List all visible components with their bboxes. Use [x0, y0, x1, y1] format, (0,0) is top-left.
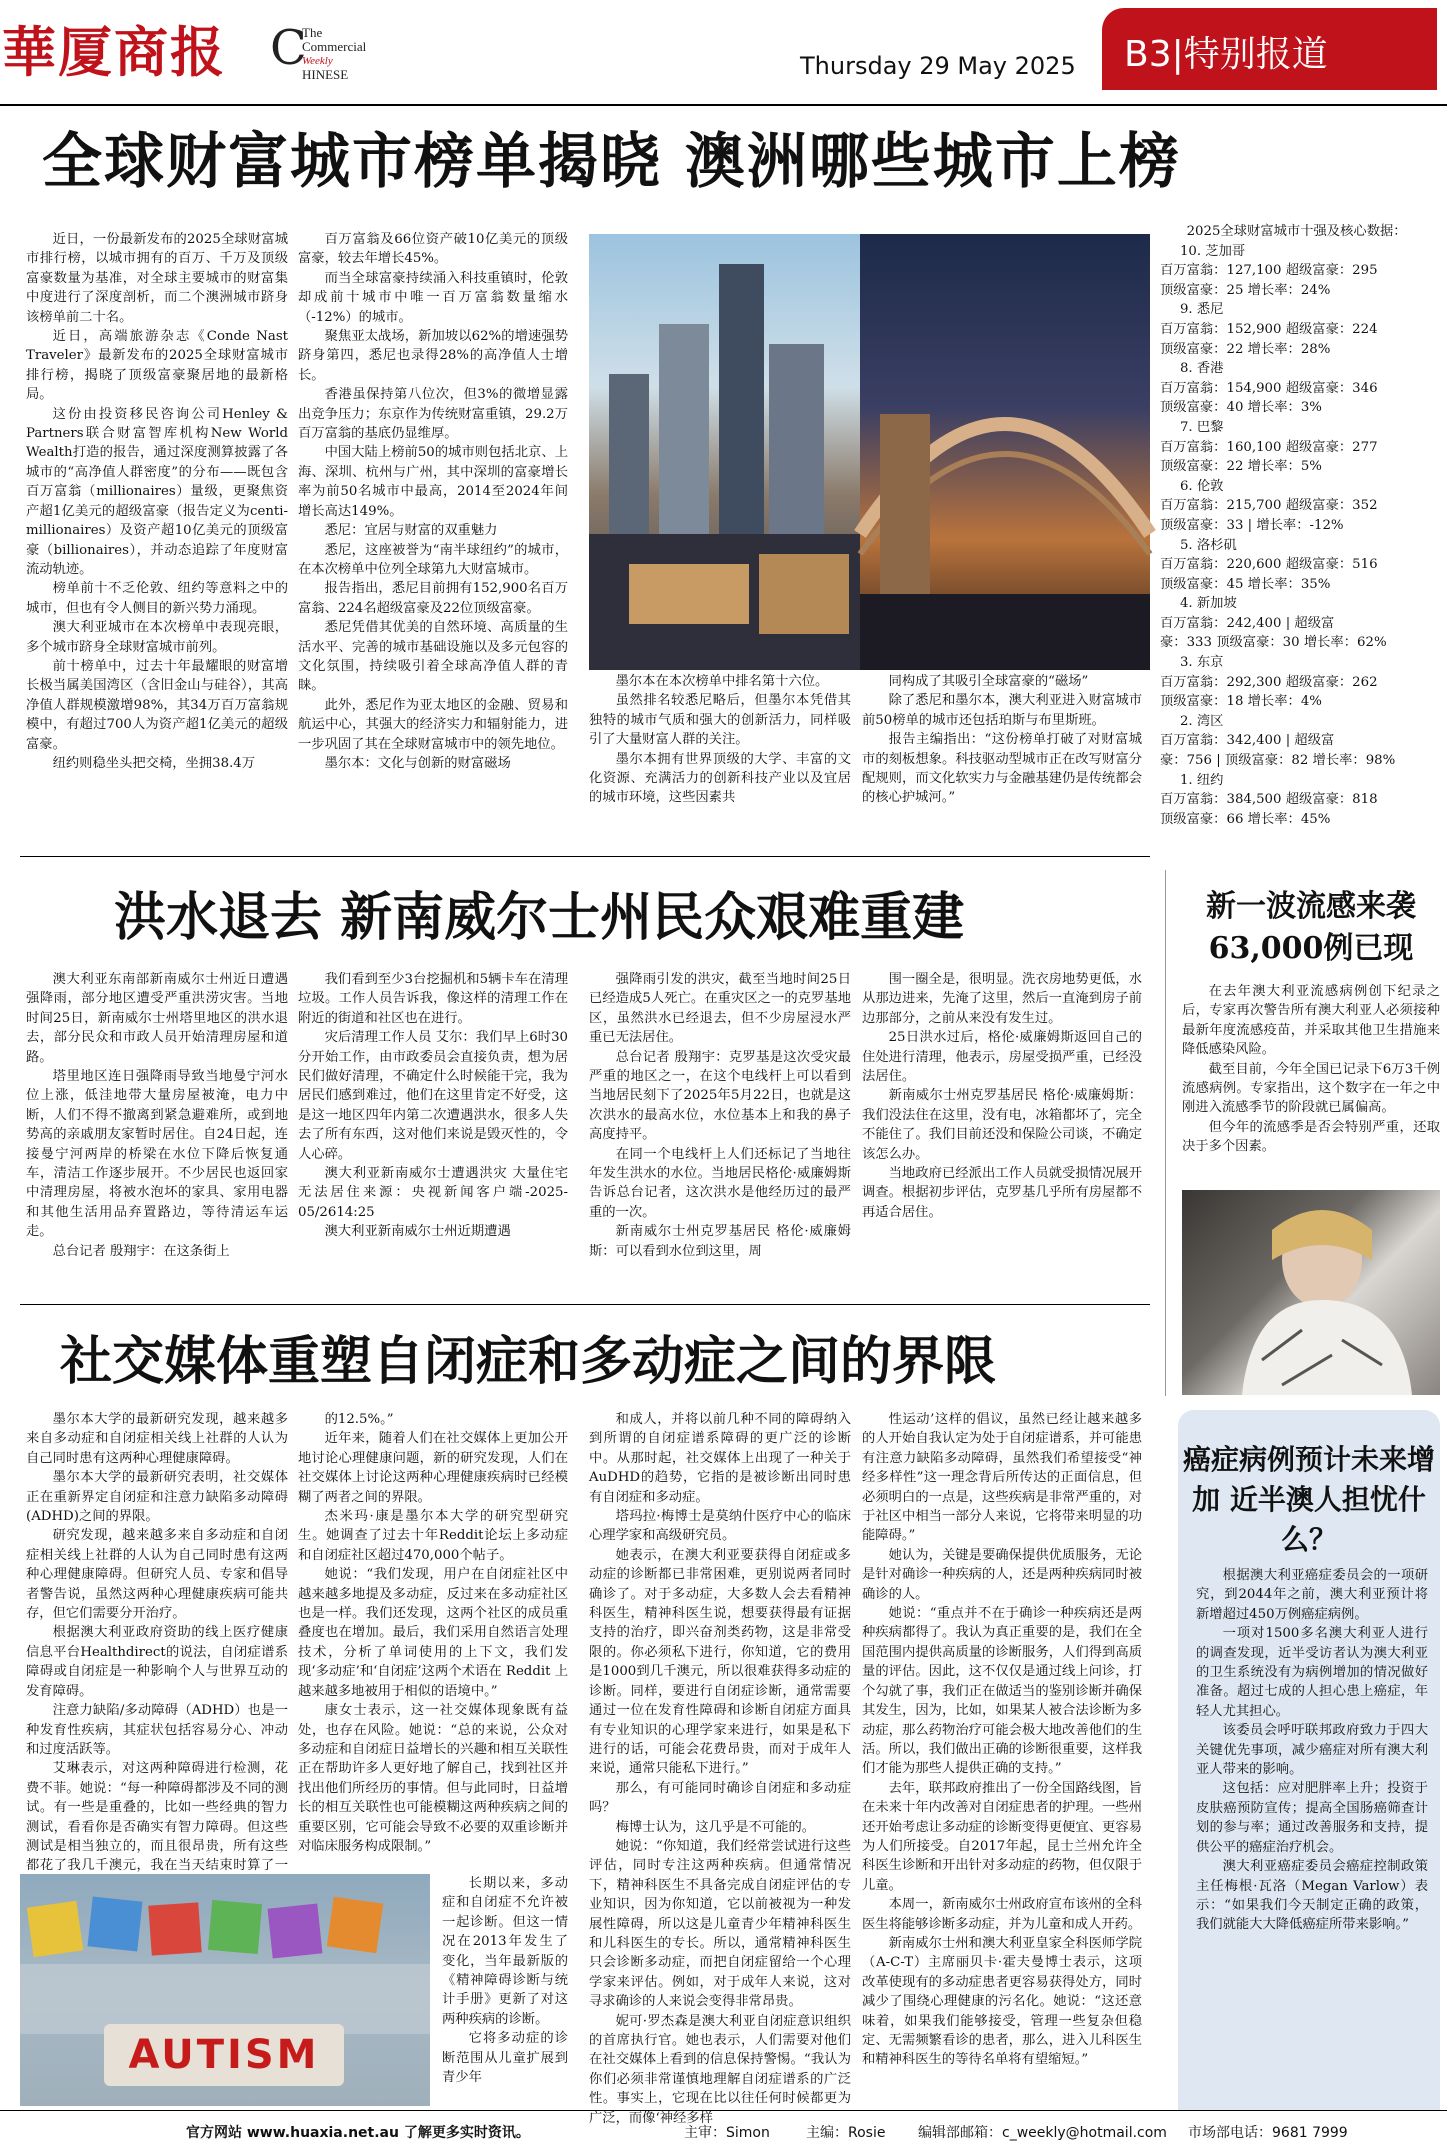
ranking-line: 顶级富豪：22 增长率：28%: [1160, 341, 1331, 357]
paragraph: 澳大利亚城市在本次榜单中表现亮眼，多个城市跻身全球财富城市前列。: [26, 620, 288, 655]
article1-headline: 全球财富城市榜单揭晓 澳洲哪些城市上榜: [42, 127, 1181, 197]
paragraph: 悉尼，这座被誉为“南半球纽约”的城市，在本次榜单中位列全球第九大财富城市。: [298, 542, 568, 577]
paragraph: 梅博士认为，这几乎是不可能的。: [615, 1819, 816, 1835]
paragraph: 总台记者 殷翔宇：克罗基是这次受灾最严重的地区之一，在这个电线杆上可以看到当地居民刻下了2025年5月22日，也就是这次洪水的最高水位，水位基本上和我的鼻子高度持平。: [589, 1049, 851, 1143]
paragraph: 在同一个电线杆上人们还标记了当地往年发生洪水的水位。当地居民格伦·威廉姆斯告诉总台记者，这次洪水是他经历过的最严重的一次。: [589, 1146, 851, 1220]
paragraph: 墨尔本在本次榜单中排名第十六位。: [615, 674, 829, 689]
article1-col3: [589, 672, 851, 842]
paragraph: 澳大利亚癌症委员会癌症控制政策主任梅根·瓦洛（Megan Varlow）表示：“如果我们今天制定正确的政策，我们就能大大降低癌症所带来影响。”: [1196, 1859, 1428, 1933]
brand-logo-en: The Commercial Weekly HINESE: [302, 25, 367, 82]
paragraph: 前十榜单中，过去十年最耀眼的财富增长极当属美国湾区（含旧金山与硅谷），其高净值人群规模激增98%，其34万百万富翁规模中，有超过700人为资产超1亿美元的超级富豪。: [26, 658, 288, 752]
paragraph: 塔玛拉·梅博士是莫纳什医疗中心的临床心理学家和高级研究员。: [589, 1509, 851, 1544]
brand-logo-c: C: [270, 20, 307, 76]
paragraph: 研究发现，越来越多来自多动症和自闭症相关线上社群的人认为自己同时患有这两种心理健康障碍。但研究人员、专家和倡导者警告说，虽然这两种心理健康疾病可能共存，但它们需要分开治疗。: [26, 1528, 288, 1622]
paragraph: 澳大利亚东南部新南威尔士州近日遭遇强降雨，部分地区遭受严重洪涝灾害。当地时间25日，新南威尔士州塔里地区的洪水退去，部分民众和市政人员开始清理房屋和道路。: [26, 972, 288, 1065]
ranking-line: 百万富翁：215,700 超级富豪：352: [1160, 498, 1378, 514]
paragraph: 近年来，随着人们在社交媒体上更加公开地讨论心理健康问题，新的研究发现，人们在社交媒体上讨论这两种心理健康疾病时已经模糊了两者之间的界限。: [298, 1431, 568, 1505]
paragraph: 新南威尔士州克罗基居民 格伦·威廉姆斯：我们没法住在这里，没有电，冰箱都坏了，完全不能住了。我们目前还没和保险公司谈，不确定该怎么办。: [862, 1088, 1142, 1162]
section-label: B3|特别报道: [1124, 34, 1328, 75]
footer-editor: 主审：Simon: [684, 2125, 770, 2141]
ranking-line: 顶级富豪：25 增长率：24%: [1160, 282, 1331, 298]
ranking-line: 百万富翁：384,500 超级富豪：818: [1160, 792, 1378, 808]
flu-illustration: [1182, 1190, 1440, 1395]
article2-col2: [298, 970, 568, 1290]
footer-website: 官方网站 www.huaxia.net.au 了解更多实时资讯。: [186, 2125, 530, 2141]
photo-sydney-harbour-bridge: [860, 234, 1150, 670]
ranking-line: 3. 东京: [1179, 655, 1224, 671]
paragraph: 近日，一份最新发布的2025全球财富城市排行榜，以城市拥有的百万、千万及顶级富豪数量为基准，对全球主要城市的财富集中度进行了深度剖析，而二个澳洲城市跻身该榜单前二十名。: [26, 232, 288, 325]
paragraph: 她认为，关键是要确保提供优质服务，无论是针对确诊一种疾病的人，还是两种疾病同时被确诊的人。: [862, 1547, 1142, 1602]
autism-blocks-word: AUTISM: [104, 2024, 344, 2086]
paragraph: 当地政府已经派出工作人员就受损情况展开调查。根据初步评估，克罗基几乎所有房屋都不再适合居住。: [862, 1166, 1142, 1220]
paragraph: 妮可·罗杰森是澳大利亚自闭症意识组织的首席执行官。她也表示，人们需要对他们在社交媒体上看到的信息保持警惕。“我认为你们必须非常谨慎地理解自闭症谱系的广泛性。事实上，它现在比以往任何时候都更为广泛，而像‘神经多样: [589, 2013, 851, 2126]
paragraph: 墨尔本大学的最新研究发现，越来越多来自多动症和自闭症相关线上社群的人认为自己同时患有这两种心理健康障碍。: [26, 1412, 288, 1466]
issue-date: Thursday 29 May 2025: [800, 52, 1076, 80]
ranking-line: 百万富翁：160,100 超级富豪：277: [1160, 439, 1378, 455]
photo-city-skyline: [589, 234, 860, 670]
side1-body: [1182, 982, 1440, 1182]
masthead-rule: [0, 104, 1447, 106]
footer: [0, 2112, 1447, 2150]
article3-col3: [589, 1410, 851, 2126]
ranking-title: 2025全球财富城市十强及核心数据：: [1186, 224, 1407, 239]
paragraph: 而当全球富豪持续涌入科技重镇时，伦敦却成前十城市中唯一百万富翁数量缩水（-12%）的城市。: [298, 270, 568, 325]
ranking-line: 豪：333 顶级富豪：30 增长率：62%: [1160, 635, 1387, 651]
paragraph: 注意力缺陷/多动障碍（ADHD）也是一种发育性疾病，其症状包括容易分心、冲动和过度活跃等。: [26, 1703, 288, 1757]
ranking-line: 6. 伦敦: [1179, 478, 1224, 494]
paragraph: 悉尼：宜居与财富的双重魅力: [324, 523, 498, 539]
ranking-line: 5. 洛杉矶: [1179, 537, 1237, 553]
article3-headline: 社交媒体重塑自闭症和多动症之间的界限: [60, 1331, 997, 1392]
ranking-line: 百万富翁：242,400 | 超级富: [1160, 615, 1335, 631]
paragraph: 和成人，并将以前几种不同的障碍纳入到所谓的自闭症谱系障碍的更广泛的诊断中。从那时起，社交媒体上出现了一种关于AuDHD的趋势，它指的是被诊断出同时患有自闭症和多动症。: [589, 1412, 851, 1505]
paragraph: 墨尔本拥有世界顶级的大学、丰富的文化资源、充满活力的创新科技产业以及宜居的城市环境，这些因素共: [589, 751, 851, 806]
paragraph: 新南威尔士州和澳大利亚皇家全科医师学院（A-C-T）主席丽贝卡·霍夫曼博士表示，这项改革使现有的多动症患者更容易获得处方，同时减少了围绕心理健康的污名化。她说：“这还意味着，如果我们能够接受，管理一些复杂但稳定、无需频繁看诊的患者，那么，进入儿科医生和精神科医生的等待名单将有望缩短。”: [862, 1935, 1142, 2068]
side1-headline-1: 新一波流感来袭: [1206, 889, 1416, 924]
paragraph: 墨尔本大学的最新研究表明，社交媒体正在重新界定自闭症和注意力缺陷多动障碍(ADHD)之间的界限。: [26, 1470, 288, 1525]
paragraph: 澳大利亚新南威尔士遭遇洪灾 大量住宅无法居住来源：央视新闻客户端-2025-05/2614:25: [298, 1166, 568, 1220]
paragraph: 纽约则稳坐头把交椅，坐拥38.4万: [52, 755, 256, 771]
paragraph: 她说：“我们发现，用户在自闭症社区中越来越多地提及多动症，反过来在多动症社区也是一样。我们还发现，这两个社区的成员重叠度也在增加。最后，我们采用自然语言处理技术，分析了单词使用的上下文，我们发现‘多动症’和‘自闭症’这两个术语在 Reddit 上越来越多地被用于相似的语境中。”: [298, 1567, 568, 1699]
article1-col1: [26, 230, 288, 842]
ranking-line: 10. 芝加哥: [1179, 243, 1246, 259]
paragraph: 总台记者 殷翔宇：在这条街上: [52, 1243, 230, 1259]
article3-col4: [862, 1410, 1142, 2110]
paragraph: 25日洪水过后，格伦·威廉姆斯返回自己的住处进行清理，他表示，房屋受损严重，已经没法居住。: [862, 1030, 1142, 1085]
photo-flu-patient: [1182, 1190, 1440, 1395]
paragraph: 这份由投资移民咨询公司Henley & Partners联合财富智库机构New World Wealth打造的报告，通过深度测算披露了各城市的“高净值人群密度”的分布——既包含百万富翁（millionaires）量级，更聚焦资产超1亿美元的超级富豪（报告定义为centi-millionaires）及资产超10亿美元的顶级富豪（billionaires），并动态追踪了年度财富流动轨迹。: [26, 406, 288, 577]
ranking-line: 顶级富豪：40 增长率：3%: [1160, 400, 1322, 416]
article2-col4: [862, 970, 1142, 1290]
footer-email: 编辑部邮箱：c_weekly@hotmail.com: [918, 2125, 1167, 2141]
paragraph: 这包括：应对肥胖率上升；投资于皮肤癌预防宣传；提高全国肠癌筛查计划的参与率；通过改善服务和支持，提供公平的癌症治疗机会。: [1196, 1781, 1428, 1855]
paragraph: 艾琳表示，对这两种障碍进行检测，花费不菲。她说：“每一种障碍都涉及不同的测试。有一些是重叠的，比如一些经典的智力测试，看看你是否确实有智力障碍。但这些测试是相当独立的，而且很昂贵，所有这些都花了我几千澳元，我在当天结束时算了一: [26, 1761, 288, 1874]
article3-col2: [298, 1410, 568, 1870]
paragraph: 一项对1500多名澳大利亚人进行的调查发现，近半受访者认为澳大利亚的卫生系统没有为病例增加的情况做好准备。超过七成的人担心患上癌症，年轻人尤其担心。: [1196, 1626, 1428, 1719]
paragraph: 灾后清理工作人员 艾尔：我们早上6时30分开始工作，由市政委员会直接负责，想为居民们做好清理，不确定什么时候能干完，我为居民们感到难过，他们在这里肯定不好受，这是这一地区四年内第二次遭遇洪水，很多人失去了所有东西，这对他们来说是毁灭性的，令人心碎。: [298, 1030, 568, 1162]
ranking-line: 7. 巴黎: [1179, 419, 1224, 435]
paragraph: 澳大利亚新南威尔士州近期遭遇: [324, 1224, 511, 1240]
side1-headline-2: 63,000例已现: [1208, 931, 1414, 966]
paragraph: 长期以来，多动症和自闭症不允许被一起诊断。但这一情况在2013年发生了变化，当年最新版的《精神障碍诊断与统计手册》更新了对这两种疾病的诊断。: [442, 1876, 568, 2027]
ranking-line: 百万富翁：127,100 超级富豪：295: [1160, 263, 1378, 279]
paragraph: 该委员会呼吁联邦政府致力于四大关键优先事项，减少癌症对所有澳大利亚人带来的影响。: [1196, 1723, 1428, 1778]
ranking-line: 顶级富豪：66 增长率：45%: [1160, 811, 1331, 827]
paragraph: 她说：“你知道，我们经常尝试进行这些评估，同时专注这两种疾病。但通常情况下，精神科医生不具备完成自闭症评估的专业知识，因为你知道，它以前被视为一种发展性障碍，所以这是儿童青少年精神科医生和儿科医生的专长。所以，通常精神科医生只会诊断多动症，而把自闭症留给一个心理学家来评估。例如，对于成年人来说，这对寻求确诊的人来说会变得非常昂贵。: [589, 1838, 851, 2010]
paragraph: 围一圈全是，很明显。洗衣房地势更低，水从那边进来，先淹了这里，然后一直淹到房子前边那部分，之前从来没有发生过。: [862, 972, 1142, 1026]
paragraph: 它将多动症的诊断范围从儿童扩展到青少年: [442, 2031, 568, 2086]
paragraph: 去年，联邦政府推出了一份全国路线图，旨在未来十年内改善对自闭症患者的护理。一些州还开始考虑让多动症的诊断变得更便宜、更容易为人们所接受。自2017年起，昆士兰州允许全科医生诊断和开出针对多动症的药物，但仅限于儿童。: [862, 1780, 1142, 1893]
section-banner: [1102, 8, 1437, 90]
paragraph: 报告主编指出：“这份榜单打破了对财富城市的刻板想象。科技驱动型城市正在改写财富分配规则，而文化软实力与金融基建仍是传统都会的核心护城河。”: [862, 732, 1142, 806]
brand-logo-cn: 華厦商报: [2, 20, 226, 84]
ranking-line: 百万富翁：342,400 | 超级富: [1160, 733, 1335, 749]
article2-col3: [589, 970, 851, 1290]
paragraph: 康女士表示，这一社交媒体现象既有益处，也存在风险。她说：“总的来说，公众对多动症和自闭症日益增长的兴趣和相互关联性正在帮助许多人更好地了解自己，找到社区并找出他们所经历的事情。但与此同时，日益增长的相互关联性也可能模糊这两种疾病之间的重要区别，它可能会导致不必要的双重诊断并对临床服务构成限制。”: [298, 1703, 568, 1854]
paragraph: 根据澳大利亚政府资助的线上医疗健康信息平台Healthdirect的说法，自闭症谱系障碍或自闭症是一种影响个人与世界互动的发育障碍。: [26, 1625, 288, 1699]
footer-chief-editor: 主编：Rosie: [806, 2125, 886, 2141]
ranking-line: 顶级富豪：18 增长率：4%: [1160, 694, 1322, 710]
paragraph: 百万富翁及66位资产破10亿美元的顶级富豪，较去年增长45%。: [298, 232, 568, 267]
paragraph: 虽然排名较悉尼略后，但墨尔本凭借其独特的城市气质和强大的创新活力，同样吸引了大量财富人群的关注。: [589, 693, 851, 748]
side-divider: [1165, 870, 1166, 1396]
ranking-line: 4. 新加坡: [1179, 596, 1237, 612]
paragraph: 根据澳大利亚癌症委员会的一项研究，到2044年之前，澳大利亚预计将新增超过450万例癌症病例。: [1196, 1568, 1428, 1622]
paragraph: 墨尔本：文化与创新的财富磁场: [324, 755, 511, 771]
paragraph: 在去年澳大利亚流感病例创下纪录之后，专家再次警告所有澳大利亚人必须接种最新年度流感疫苗，并采取其他卫生措施来降低感染风险。: [1182, 984, 1440, 1058]
ranking-line: 8. 香港: [1179, 361, 1224, 377]
paragraph: 强降雨引发的洪灾，截至当地时间25日已经造成5人死亡。在重灾区之一的克罗基地区，虽然洪水已经退去，但不少房屋浸水严重已无法居住。: [589, 972, 851, 1046]
paragraph: 的12.5%。”: [324, 1412, 394, 1427]
paragraph: 本周一，新南威尔士州政府宣布该州的全科医生将能够诊断多动症，并为儿童和成人开药。: [862, 1897, 1142, 1932]
paragraph: 性运动’这样的倡议，虽然已经让越来越多的人开始自我认定为处于自闭症谱系，并可能患有注意力缺陷多动障碍，虽然我们希望接受“神经多样性”这一理念背后所传达的正面信息，但必须明白的一点是，这些疾病是非常严重的，对于社区中相当一部分人来说，它将带来明显的功能障碍。”: [862, 1412, 1142, 1544]
ranking-line: 2. 湾区: [1179, 713, 1224, 729]
paragraph: 我们看到至少3台挖掘机和5辆卡车在清理垃圾。工作人员告诉我，像这样的清理工作在附近的街道和社区也在进行。: [298, 972, 568, 1026]
paragraph: 截至目前，今年全国已记录下6万3千例流感病例。专家指出，这个数字在一年之中刚进入流感季节的阶段就已属偏高。: [1182, 1061, 1440, 1116]
paragraph: 香港虽保持第八位次，但3%的微增显露出竞争压力；东京作为传统财富重镇，29.2万百万富翁的基底仍显维厚。: [298, 387, 568, 442]
paragraph: 新南威尔士州克罗基居民 格伦·威廉姆斯：可以看到水位到这里，周: [589, 1224, 851, 1259]
paragraph: 塔里地区连日强降雨导致当地曼宁河水位上涨，低洼地带大量房屋被淹，电力中断，人们不得不撤离到紧急避难所，或到地势高的亲戚朋友家暂时居住。自24日起，连接曼宁河两岸的桥梁在水位下降后恢复通车，清洁工作逐步展开。不少居民也返回家中清理房屋，将被水泡坏的家具、家用电器和其他生活用品弃置路边，等待清运车运走。: [26, 1069, 288, 1240]
paragraph: 报告指出，悉尼目前拥有152,900名百万富翁、224名超级富豪及22位顶级富豪。: [298, 581, 568, 616]
ranking-line: 9. 悉尼: [1179, 302, 1224, 318]
paragraph: 悉尼凭借其优美的自然环境、高质量的生活水平、完善的城市基础设施以及多元包容的文化氛围，持续吸引着全球高净值人群的青睐。: [298, 620, 568, 694]
article3-col2b: [442, 1874, 568, 2110]
wealth-city-ranking: [1160, 222, 1440, 829]
ranking-line: 豪：756 | 顶级富豪：82 增长率：98%: [1160, 753, 1396, 769]
bridge-illustration: [860, 234, 1150, 670]
ranking-line: 顶级富豪：45 增长率：35%: [1160, 576, 1331, 592]
skyline-illustration: [589, 234, 860, 670]
paragraph: 除了悉尼和墨尔本，澳大利亚进入财富城市前50榜单的城市还包括珀斯与布里斯班。: [862, 693, 1142, 728]
paragraph: 此外，悉尼作为亚太地区的金融、贸易和航运中心，其强大的经济实力和辐射能力，进一步巩固了其在全球财富城市中的领先地位。: [298, 697, 568, 752]
paragraph: 近日，高端旅游杂志《Conde Nast Traveler》最新发布的2025全球财富城市排行榜，揭晓了顶级富豪聚居地的最新格局。: [26, 329, 288, 403]
ranking-line: 百万富翁：292,300 超级富豪：262: [1160, 674, 1378, 690]
paragraph: 她表示，在澳大利亚要获得自闭症或多动症的诊断都已非常困难，更别说两者同时确诊了。对于多动症，大多数人会去看精神科医生，精神科医生说，想要获得最有证据支持的治疗，即兴奋剂类药物，这是非常受限的。你必须私下进行，你知道，它的费用是1000到几千澳元，所以很难获得多动症的诊断。同样，要进行自闭症诊断，通常需要通过一位在发育性障碍和诊断自闭症方面具有专业知识的心理学家来进行，如果是私下进行的话，可能会花费昂贵，而对于成年人来说，通常只能私下进行。”: [589, 1547, 851, 1777]
paragraph: 她说：“重点并不在于确诊一种疾病还是两种疾病都得了。我认为真正重要的是，我们在全国范围内提供高质量的诊断服务，人们得到高质量的评估。因此，这不仅仅是通过线上问诊，打个勾就了事，我们正在做适当的鉴别诊断并确保其发生，因为，比如，如果某人被合法诊断为多动症，那么药物治疗可能会极大地改善他们的生活。所以，我们做出正确的诊断很重要，这样我们才能为那些人提供正确的支持。”: [862, 1606, 1142, 1777]
paragraph: 同构成了其吸引全球富豪的“磁场”: [888, 674, 1089, 689]
photo-autism-blocks: [20, 1874, 430, 2106]
ranking-line: 百万富翁：154,900 超级富豪：346: [1160, 380, 1378, 396]
ranking-line: 1. 纽约: [1179, 772, 1224, 788]
side2-headline: 癌症病例预计未来增加 近半澳人担忧什么？: [1182, 1443, 1435, 1556]
paragraph: 但今年的流感季是否会特别严重，还取决于多个因素。: [1182, 1119, 1440, 1155]
paragraph: 榜单前十不乏伦敦、纽约等意料之中的城市，但也有令人侧目的新兴势力涌现。: [26, 581, 288, 616]
divider: [20, 1304, 1150, 1305]
ranking-line: 顶级富豪：22 增长率：5%: [1160, 459, 1322, 475]
paragraph: 那么，有可能同时确诊自闭症和多动症吗？: [589, 1780, 851, 1816]
article2-headline: 洪水退去 新南威尔士州民众艰难重建: [114, 887, 965, 948]
ranking-line: 百万富翁：220,600 超级富豪：516: [1160, 557, 1378, 573]
ranking-line: 顶级富豪：33 | 增长率：-12%: [1160, 517, 1344, 533]
footer-rule: [0, 2110, 1447, 2111]
article2-col1: [26, 970, 288, 1290]
ranking-list: [1160, 242, 1440, 830]
article3-col1: [26, 1410, 288, 1874]
paragraph: 杰米玛·康是墨尔本大学的研究型研究生。她调查了过去十年Reddit论坛上多动症和自闭症社区超过470,000个帖子。: [298, 1509, 568, 1563]
article1-col2: [298, 230, 568, 842]
ranking-line: 百万富翁：152,900 超级富豪：224: [1160, 321, 1378, 337]
side2-body: [1196, 1566, 1428, 2106]
article1-col4: [862, 672, 1142, 842]
paragraph: 聚焦亚太战场，新加坡以62%的增速强势跻身第四，悉尼也录得28%的高净值人士增长。: [298, 329, 568, 383]
footer-phone: 市场部电话：9681 7999: [1188, 2125, 1348, 2141]
paragraph: 中国大陆上榜前50的城市则包括北京、上海、深圳、杭州与广州，其中深圳的富豪增长率为前50名城市中最高，2014至2024年间增长高达149%。: [298, 445, 568, 519]
divider: [20, 856, 1150, 857]
